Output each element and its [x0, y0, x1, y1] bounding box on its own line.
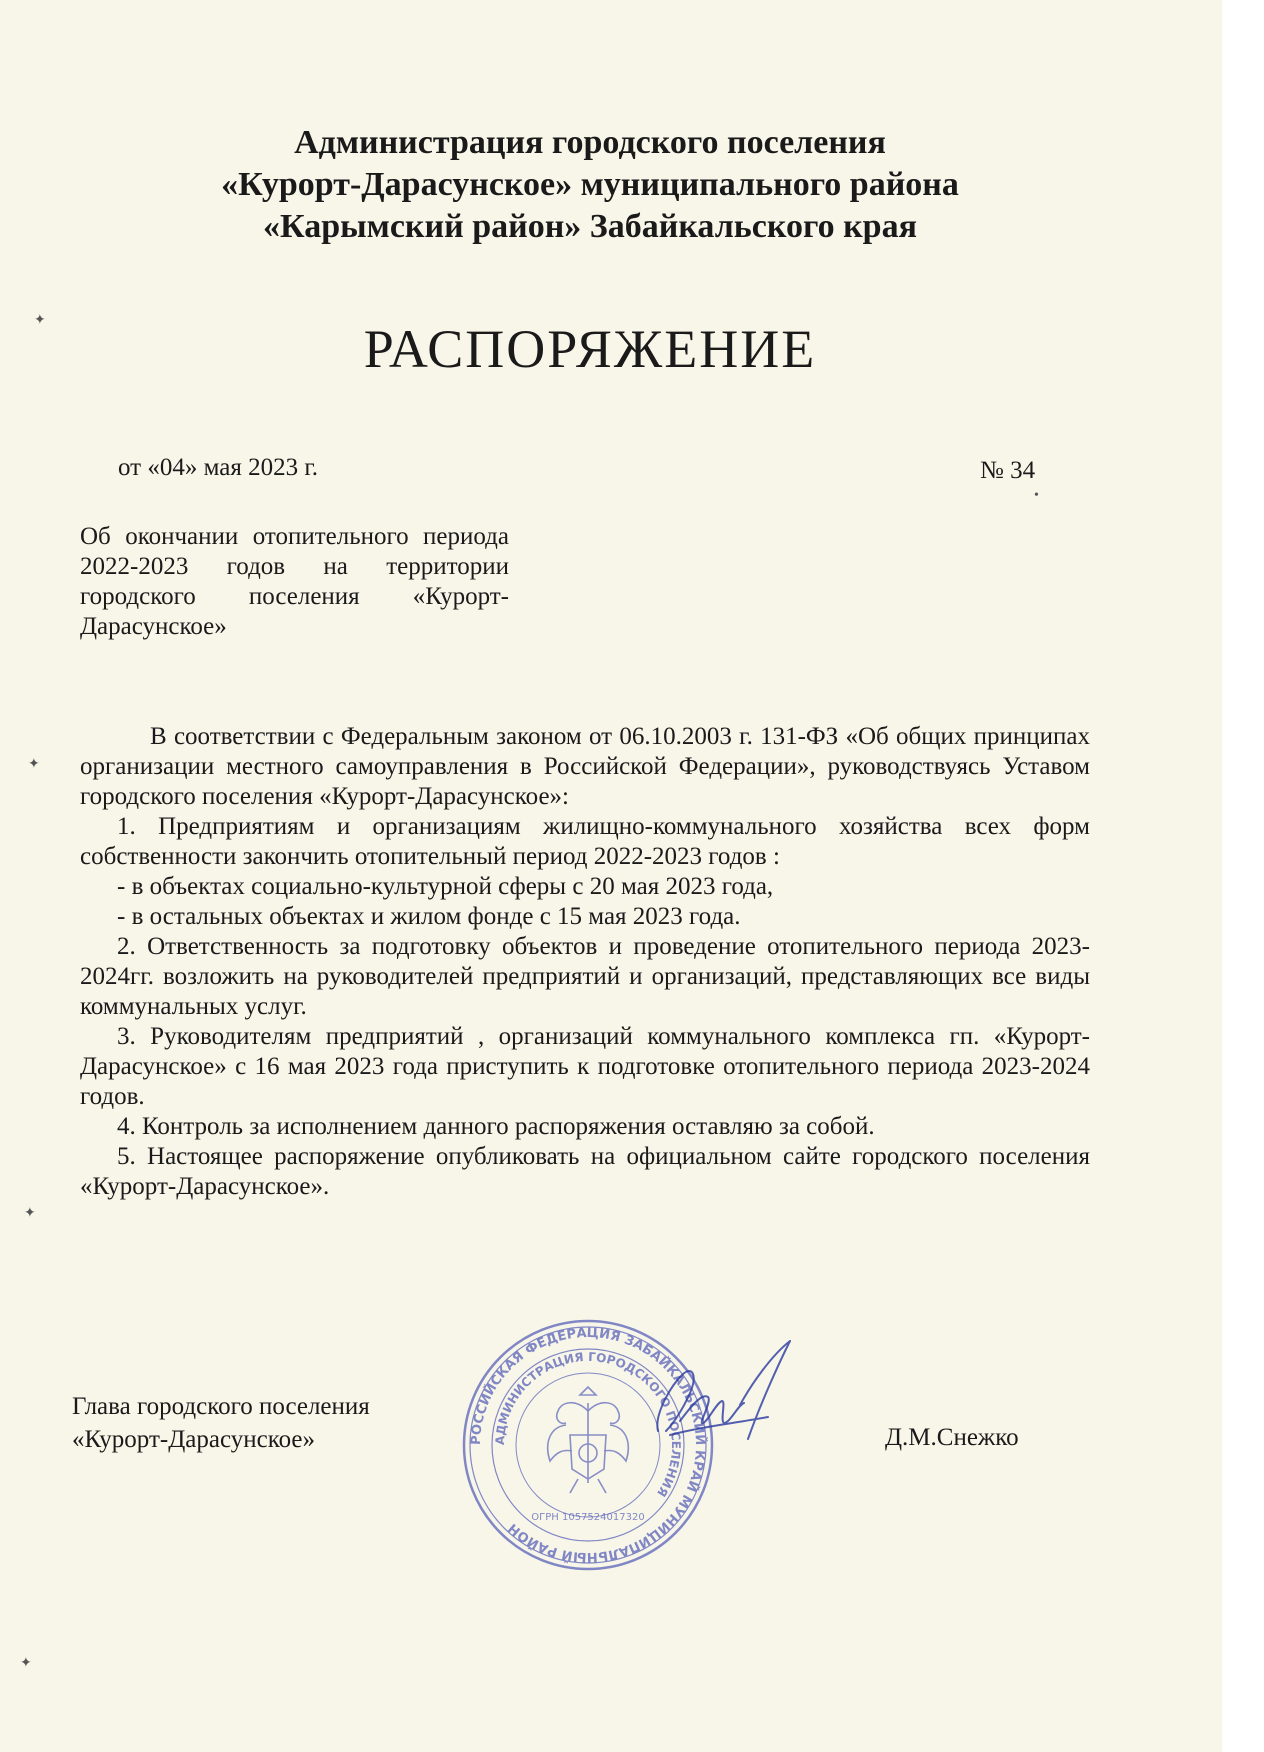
- scan-mark: ✦: [28, 757, 40, 772]
- list-item: - в объектах социально-культурной сферы с 20 мая 2023 года,: [117, 873, 774, 900]
- scan-mark: ✦: [20, 1656, 32, 1671]
- list-item: 3. Руководителям предприятий , организаций коммунального комплекса гп. «Курорт-Дарасунское» с 16 мая 2023 года приступить к подготовке отопительного периода 2023-2024 годов.: [80, 1023, 1090, 1110]
- double-headed-eagle-icon: [548, 1387, 629, 1493]
- list-item: 2. Ответственность за подготовку объектов и проведение отопительного периода 2023-2024гг. возложить на руководителей предприятий и организаций, представляющих все виды коммунальных услуг.: [80, 933, 1090, 1020]
- signatory-position-line-1: Глава городского поселения: [72, 1393, 370, 1420]
- handwritten-signature: [640, 1335, 800, 1460]
- document-title: РАСПОРЯЖЕНИЕ: [363, 319, 817, 379]
- preamble-paragraph: В соответствии с Федеральным законом от 06.10.2003 г. 131-ФЗ «Об общих принципах организации местного самоуправления в Российской Федерации», руководствуясь Уставом городского поселения «Курорт-Дарасунское»:: [80, 723, 1090, 810]
- header-line-3: «Карымский район» Забайкальского края: [263, 208, 917, 245]
- seal-inner-text: АДМИНИСТРАЦИЯ ГОРОДСКОГО ПОСЕЛЕНИЯ: [492, 1349, 684, 1500]
- scan-mark: ✦: [34, 313, 46, 328]
- seal-ogrn: ОГРН 1057524017320: [531, 1512, 645, 1523]
- signatory-name: Д.М.Снежко: [885, 1424, 1019, 1451]
- signature-icon: [640, 1335, 800, 1455]
- seal-outer-text: РОССИЙСКАЯ ФЕДЕРАЦИЯ ЗАБАЙКАЛЬСКИЙ КРАЙ МУНИЦИПАЛЬНЫЙ РАЙОН: [468, 1325, 708, 1565]
- list-item: 1. Предприятиям и организациям жилищно-коммунального хозяйства всех форм собственности закончить отопительный период 2022-2023 годов :: [80, 813, 1090, 870]
- list-item: - в остальных объектах и жилом фонде с 15 мая 2023 года.: [117, 903, 741, 930]
- signatory-position: [72, 1390, 370, 1456]
- document-date: от «04» мая 2023 г.: [118, 454, 319, 481]
- scan-mark: ✦: [24, 1206, 36, 1221]
- header-line-2: «Курорт-Дарасунское» муниципального района: [221, 166, 959, 203]
- scan-mark: •: [1034, 488, 1039, 503]
- document-header: [120, 122, 1060, 248]
- signatory-position-line-2: «Курорт-Дарасунское»: [72, 1426, 315, 1453]
- header-line-1: Администрация городского поселения: [294, 124, 886, 161]
- list-item: 5. Настоящее распоряжение опубликовать на официальном сайте городского поселения «Курорт-Дарасунское».: [80, 1143, 1090, 1200]
- list-item: 4. Контроль за исполнением данного распоряжения оставляю за собой.: [117, 1113, 875, 1140]
- scan-margin: [1222, 0, 1264, 1752]
- document-body: [80, 722, 1090, 1202]
- document-number: № 34: [980, 457, 1036, 484]
- document-subject: Об окончании отопительного периода 2022-2023 годов на территории городского поселения «Курорт-Дарасунское»: [80, 523, 509, 640]
